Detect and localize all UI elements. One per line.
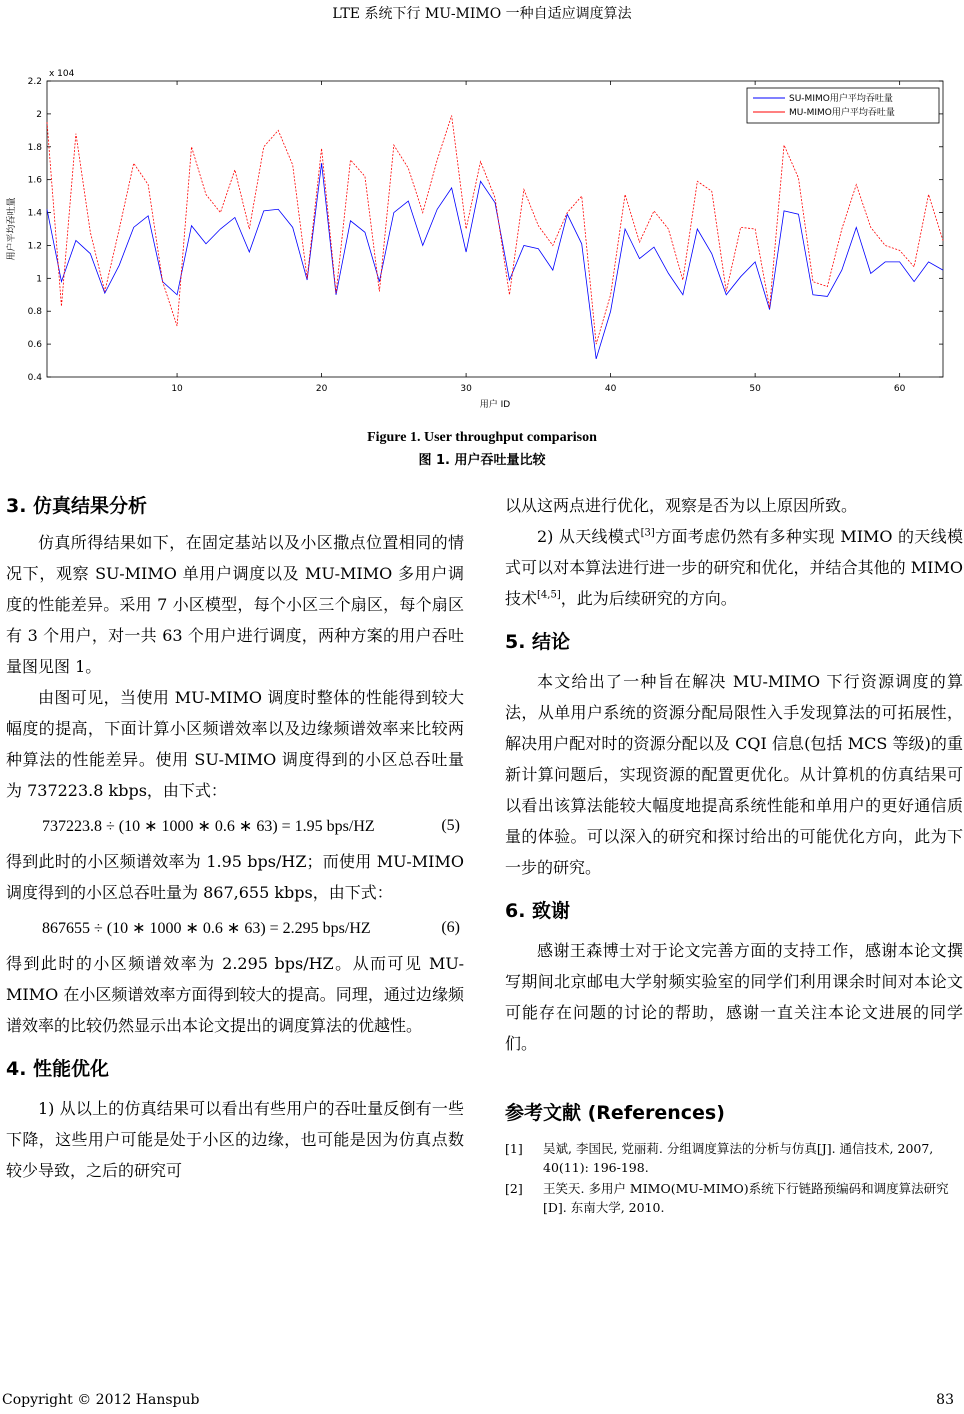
equation-5 [6,806,464,846]
paragraph: 感谢王森博士对于论文完善方面的支持工作，感谢本论文撰写期间北京邮电大学射频实验室的同学们利用课余时间对本论文可能存在问题的讨论的帮助，感谢一直关注本论文进展的同学们。 [505,941,963,1053]
x-tick-label: 20 [315,384,328,394]
y-tick-label: 2 [36,109,42,120]
equation-number: (5) [441,817,460,834]
y-tick-label: 0.8 [27,307,42,318]
section-heading-6: 6. 致谢 [505,900,571,922]
text-run: 2) 从天线模式 [537,527,641,546]
equation-6 [6,908,464,948]
references-heading: 参考文献 (References) [505,1102,725,1124]
plot-frame [47,81,943,377]
legend-label: MU-MIMO用户平均吞吐量 [789,108,895,118]
section-heading-5: 5. 结论 [505,631,571,653]
copyright-footer: Copyright © 2012 Hanspub [2,1392,200,1408]
chart-svg [0,58,964,418]
text-run: ，此为后续研究的方向。 [560,589,737,608]
equation-expression: 737223.8 ÷ (10 ∗ 1000 ∗ 0.6 ∗ 63) = 1.95 bps/HZ [42,818,375,835]
y-tick-label: 1.2 [27,241,42,252]
reference-number: [2] [505,1181,523,1196]
paragraph: 仿真所得结果如下，在固定基站以及小区撒点位置相同的情况下，观察 SU-MIMO 单用户调度以及 MU-MIMO 多用户调度的性能差异。采用 7 小区模型，每个小区三个扇区，每个扇区有 3 个用户，对一共 63 个用户进行调度，两种方案的用户吞吐量图见图 1。 [6,533,464,676]
y-tick-label: 1 [36,274,42,285]
page-number: 83 [936,1392,954,1408]
x-tick-label: 40 [604,384,617,394]
y-tick-label: 1.4 [27,208,42,219]
paragraph: 本文给出了一种旨在解决 MU-MIMO 下行资源调度的算法，从单用户系统的资源分配局限性入手发现算法的可拓展性，解决用户配对时的资源分配以及 CQI 信息(包括 MCS 等级)的重新计算问题后，实现资源的配置更优化。从计算机的仿真结果可以看出该算法能较大幅度地提高系统性能和单用户的更好通信质量的体验。可以深入的研究和探讨给出的可能优化方向，此为下一步的研究。 [505,672,963,877]
y-tick-label: 0.6 [27,340,42,351]
paragraph: 得到此时的小区频谱效率为 1.95 bps/HZ；而使用 MU-MIMO 调度得到的小区总吞吐量为 867,655 kbps，由下式： [6,852,464,902]
reference-text: 王笑天. 多用户 MIMO(MU-MIMO)系统下行链路预编码和调度算法研究[D]. 东南大学, 2010. [543,1181,949,1215]
legend-label: SU-MIMO用户平均吞吐量 [789,94,893,104]
figure-caption-en: Figure 1. User throughput comparison [367,430,597,445]
x-tick-label: 60 [893,384,906,394]
reference-item [505,1179,963,1217]
paragraph: 得到此时的小区频谱效率为 2.295 bps/HZ。从而可见 MU-MIMO 在小区频谱效率方面得到较大的提高。同理，通过边缘频谱效率的比较仍然显示出本论文提出的调度算法的优越性。 [6,954,464,1035]
paragraph: 1) 从以上的仿真结果可以看出有些用户的吞吐量反倒有一些下降，这些用户可能是处于小区的边缘，也可能是因为仿真点数较少导致，之后的研究可 [6,1099,464,1180]
running-header: LTE 系统下行 MU-MIMO 一种自适应调度算法 [332,6,632,22]
section-heading-3: 3. 仿真结果分析 [6,495,148,517]
y-tick-label: 2.2 [27,77,42,87]
x-tick-label: 30 [460,384,472,394]
reference-item [505,1139,963,1177]
throughput-chart [0,58,964,418]
y-tick-label: 0.4 [27,373,42,383]
paragraph: 由图可见，当使用 MU-MIMO 调度时整体的性能得到较大幅度的提高，下面计算小区频谱效率以及边缘频谱效率来比较两种算法的性能差异。使用 SU-MIMO 调度得到的小区总吞吐量为 737223.8 kbps，由下式： [6,688,464,800]
paragraph [505,521,963,614]
section-heading-4: 4. 性能优化 [6,1058,110,1080]
equation-number: (6) [441,919,460,936]
right-column [505,490,963,1219]
y-multiplier-label: x 104 [49,69,75,79]
equation-expression: 867655 ÷ (10 ∗ 1000 ∗ 0.6 ∗ 63) = 2.295 bps/HZ [42,920,371,937]
y-tick-label: 1.8 [27,142,42,153]
reference-number: [1] [505,1141,523,1156]
text-run: 方面考虑仍然有多种实现 MIMO 的天线模式可以对本算法进行进一步的研究和优化，并结合其他的 MIMO 技术 [505,527,963,608]
x-tick-label: 10 [171,384,183,394]
x-tick-label: 50 [749,384,761,394]
reference-text: 吴斌, 李国民, 党丽莉. 分组调度算法的分析与仿真[J]. 通信技术, 2007, 40(11): 196-198. [543,1141,934,1175]
y-axis-label: 用户平均吞吐量 [7,197,17,261]
y-tick-label: 1.6 [27,175,42,186]
reference-list [505,1139,963,1217]
citation[interactable]: [3] [640,527,655,539]
x-axis-label: 用户 ID [479,400,511,410]
left-column [6,490,464,1186]
paragraph: 以从这两点进行优化，观察是否为以上原因所致。 [505,496,858,515]
citation[interactable]: [4,5] [537,589,561,601]
figure-caption-zh: 图 1. 用户吞吐量比较 [418,453,546,468]
